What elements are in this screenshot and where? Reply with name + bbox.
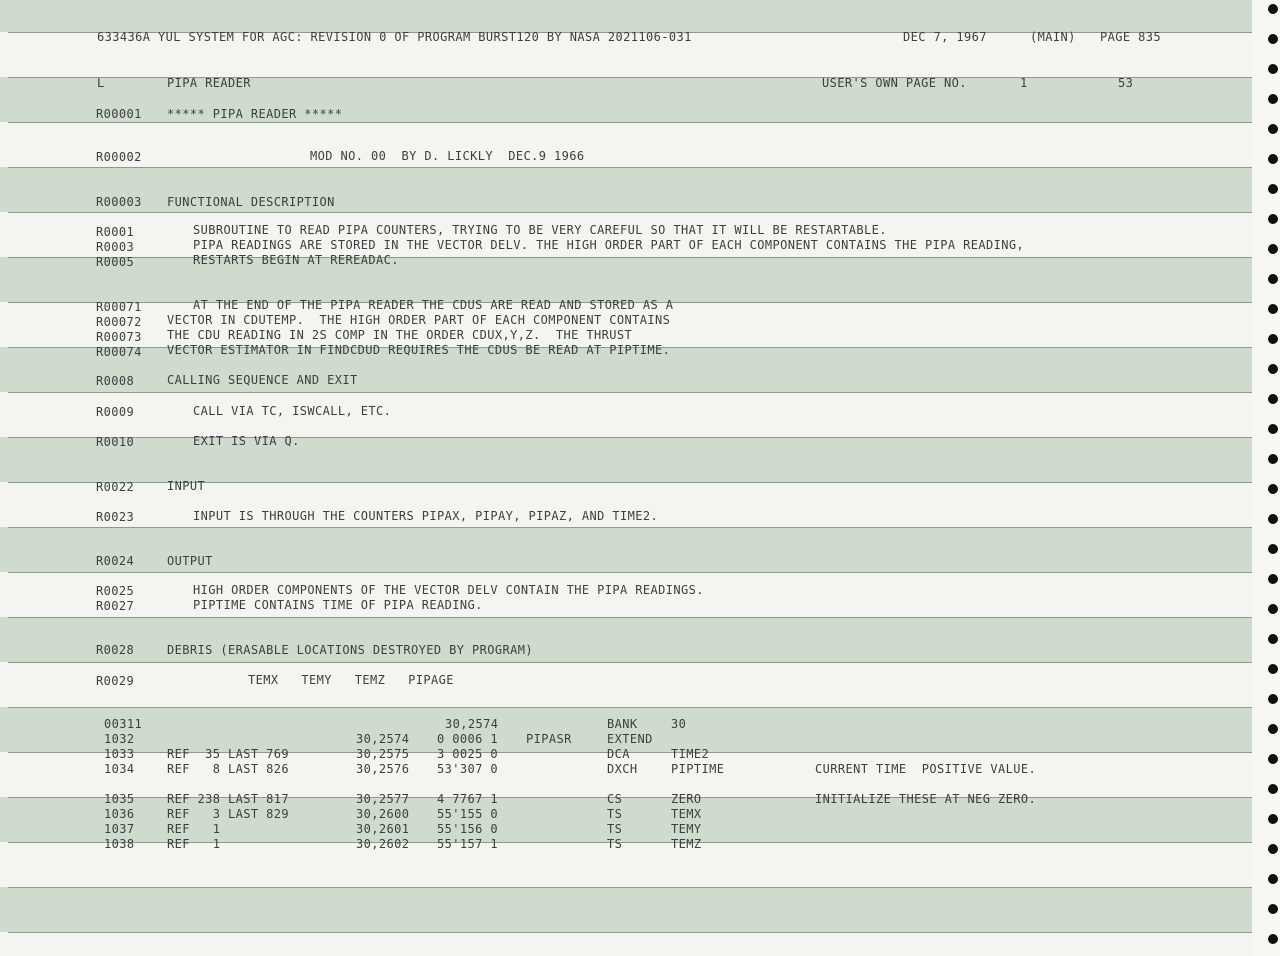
card-number: R0008 — [96, 374, 135, 388]
feed-hole — [1268, 94, 1278, 104]
feed-hole — [1268, 934, 1278, 944]
card-number: R0003 — [96, 240, 135, 254]
remark-text: INPUT IS THROUGH THE COUNTERS PIPAX, PIPAY, PIPAZ, AND TIME2. — [193, 509, 659, 523]
tractor-feed-margin — [1252, 0, 1280, 956]
card-number: R0029 — [96, 674, 135, 688]
remark-text: FUNCTIONAL DESCRIPTION — [167, 195, 335, 209]
greenbar-band — [0, 0, 1252, 32]
ruled-line — [8, 167, 1252, 168]
remark-text: CALLING SEQUENCE AND EXIT — [167, 373, 358, 387]
card-number: R0025 — [96, 584, 135, 598]
ruled-line — [8, 932, 1252, 933]
memory-address: 30,2600 — [356, 807, 410, 821]
opcode: CS — [607, 792, 623, 806]
remark-text: CALL VIA TC, ISWCALL, ETC. — [193, 404, 392, 418]
remark-text: VECTOR ESTIMATOR IN FINDCDUD REQUIRES THE CDUS BE READ AT PIPTIME. — [167, 343, 671, 357]
feed-hole — [1268, 814, 1278, 824]
operand: TIME2 — [671, 747, 710, 761]
memory-address: 30,2576 — [356, 762, 410, 776]
ruled-line — [8, 662, 1252, 663]
feed-hole — [1268, 604, 1278, 614]
opcode: BANK — [607, 717, 638, 731]
octal-word: 4 7767 1 — [437, 792, 498, 806]
log-marker: L — [97, 76, 105, 90]
card-number: R0024 — [96, 554, 135, 568]
feed-hole — [1268, 394, 1278, 404]
page-number: PAGE 835 — [1100, 30, 1161, 44]
octal-word: 30,2574 — [445, 717, 499, 731]
cross-reference: REF 35 LAST 769 — [167, 747, 289, 761]
remark-text: EXIT IS VIA Q. — [193, 434, 300, 448]
remark-text: PIPTIME CONTAINS TIME OF PIPA READING. — [193, 598, 483, 612]
remark-text: THE CDU READING IN 2S COMP IN THE ORDER CDUX,Y,Z. THE THRUST — [167, 328, 633, 342]
code-comment: INITIALIZE THESE AT NEG ZERO. — [815, 792, 1037, 806]
card-number: 1036 — [104, 807, 135, 821]
opcode: EXTEND — [607, 732, 653, 746]
operand: TEMY — [671, 822, 702, 836]
feed-hole — [1268, 754, 1278, 764]
operand: TEMZ — [671, 837, 702, 851]
memory-address: 30,2575 — [356, 747, 410, 761]
card-number: 1033 — [104, 747, 135, 761]
remark-text: INPUT — [167, 479, 206, 493]
card-number: R00072 — [96, 315, 142, 329]
card-number: R00074 — [96, 345, 142, 359]
feed-hole — [1268, 244, 1278, 254]
opcode: TS — [607, 837, 623, 851]
card-number: R0005 — [96, 255, 135, 269]
memory-address: 30,2601 — [356, 822, 410, 836]
card-number: R00073 — [96, 330, 142, 344]
opcode: DCA — [607, 747, 630, 761]
card-number: R00003 — [96, 195, 142, 209]
users-page-number: 1 — [1020, 76, 1028, 90]
feed-hole — [1268, 514, 1278, 524]
feed-hole — [1268, 664, 1278, 674]
feed-hole — [1268, 784, 1278, 794]
code-label: PIPASR — [526, 732, 572, 746]
ruled-line — [8, 122, 1252, 123]
feed-hole — [1268, 424, 1278, 434]
users-page-label: USER'S OWN PAGE NO. — [822, 76, 967, 90]
greenbar-band — [0, 887, 1252, 932]
octal-word: 55'156 0 — [437, 822, 498, 836]
opcode: TS — [607, 822, 623, 836]
remark-text: MOD NO. 00 BY D. LICKLY DEC.9 1966 — [310, 149, 585, 163]
remark-text: SUBROUTINE TO READ PIPA COUNTERS, TRYING TO BE VERY CAREFUL SO THAT IT WILL BE RESTARTABLE. — [193, 223, 887, 237]
cross-reference: REF 238 LAST 817 — [167, 792, 289, 806]
memory-address: 30,2577 — [356, 792, 410, 806]
operand: PIPTIME — [671, 762, 725, 776]
remark-text: HIGH ORDER COMPONENTS OF THE VECTOR DELV CONTAIN THE PIPA READINGS. — [193, 583, 704, 597]
feed-hole — [1268, 4, 1278, 14]
opcode: TS — [607, 807, 623, 821]
feed-hole — [1268, 124, 1278, 134]
card-number: 00311 — [104, 717, 143, 731]
remark-text: ***** PIPA READER ***** — [167, 107, 343, 121]
feed-hole — [1268, 334, 1278, 344]
octal-word: 55'155 0 — [437, 807, 498, 821]
ruled-line — [8, 707, 1252, 708]
cross-reference: REF 3 LAST 829 — [167, 807, 289, 821]
memory-address: 30,2602 — [356, 837, 410, 851]
card-number: 1034 — [104, 762, 135, 776]
ruled-line — [8, 887, 1252, 888]
remark-text: OUTPUT — [167, 554, 213, 568]
assembly-date: DEC 7, 1967 — [903, 30, 987, 44]
card-number: 1035 — [104, 792, 135, 806]
card-number: R0010 — [96, 435, 135, 449]
ruled-line — [8, 392, 1252, 393]
octal-word: 55'157 1 — [437, 837, 498, 851]
greenbar-band — [0, 257, 1252, 302]
feed-hole — [1268, 694, 1278, 704]
feed-hole — [1268, 214, 1278, 224]
octal-word: 0 0006 1 — [437, 732, 498, 746]
feed-hole — [1268, 634, 1278, 644]
card-number: R00002 — [96, 150, 142, 164]
card-number: R0028 — [96, 643, 135, 657]
ruled-line — [8, 572, 1252, 573]
remark-text: DEBRIS (ERASABLE LOCATIONS DESTROYED BY PROGRAM) — [167, 643, 533, 657]
feed-hole — [1268, 844, 1278, 854]
code-comment: CURRENT TIME POSITIVE VALUE. — [815, 762, 1037, 776]
feed-hole — [1268, 574, 1278, 584]
operand: 30 — [671, 717, 687, 731]
feed-hole — [1268, 874, 1278, 884]
assembly-system-line: 633436A YUL SYSTEM FOR AGC: REVISION 0 OF PROGRAM BURST120 BY NASA 2021106-031 — [97, 30, 692, 44]
cross-reference: REF 1 — [167, 837, 221, 851]
remark-text: TEMX TEMY TEMZ PIPAGE — [248, 673, 454, 687]
remark-text: VECTOR IN CDUTEMP. THE HIGH ORDER PART OF EACH COMPONENT CONTAINS — [167, 313, 671, 327]
remark-text: RESTARTS BEGIN AT REREADAC. — [193, 253, 399, 267]
feed-hole — [1268, 64, 1278, 74]
operand: TEMX — [671, 807, 702, 821]
card-number: 1038 — [104, 837, 135, 851]
card-number: R0027 — [96, 599, 135, 613]
feed-hole — [1268, 454, 1278, 464]
remark-text: AT THE END OF THE PIPA READER THE CDUS ARE READ AND STORED AS A — [193, 298, 674, 312]
feed-hole — [1268, 304, 1278, 314]
card-number: 1037 — [104, 822, 135, 836]
card-number: R0001 — [96, 225, 135, 239]
log-section-title: PIPA READER — [167, 76, 251, 90]
feed-hole — [1268, 184, 1278, 194]
feed-hole — [1268, 364, 1278, 374]
octal-word: 53'307 0 — [437, 762, 498, 776]
card-number: R0009 — [96, 405, 135, 419]
opcode: DXCH — [607, 762, 638, 776]
card-number: R0023 — [96, 510, 135, 524]
card-number: 1032 — [104, 732, 135, 746]
card-number: R0022 — [96, 480, 135, 494]
feed-hole — [1268, 904, 1278, 914]
memory-address: 30,2574 — [356, 732, 410, 746]
card-number: R00001 — [96, 107, 142, 121]
ruled-line — [8, 527, 1252, 528]
assembly-segment: (MAIN) — [1030, 30, 1076, 44]
feed-hole — [1268, 34, 1278, 44]
remark-text: PIPA READINGS ARE STORED IN THE VECTOR DELV. THE HIGH ORDER PART OF EACH COMPONENT CONTAINS THE PIPA READING, — [193, 238, 1025, 252]
cross-reference: REF 8 LAST 826 — [167, 762, 289, 776]
feed-hole — [1268, 724, 1278, 734]
operand: ZERO — [671, 792, 702, 806]
ruled-line — [8, 617, 1252, 618]
octal-word: 3 0025 0 — [437, 747, 498, 761]
feed-hole — [1268, 484, 1278, 494]
feed-hole — [1268, 544, 1278, 554]
greenbar-band — [0, 434, 1252, 482]
sheet-code: 53 — [1118, 76, 1134, 90]
ruled-line — [8, 212, 1252, 213]
cross-reference: REF 1 — [167, 822, 221, 836]
card-number: R00071 — [96, 300, 142, 314]
feed-hole — [1268, 274, 1278, 284]
feed-hole — [1268, 154, 1278, 164]
